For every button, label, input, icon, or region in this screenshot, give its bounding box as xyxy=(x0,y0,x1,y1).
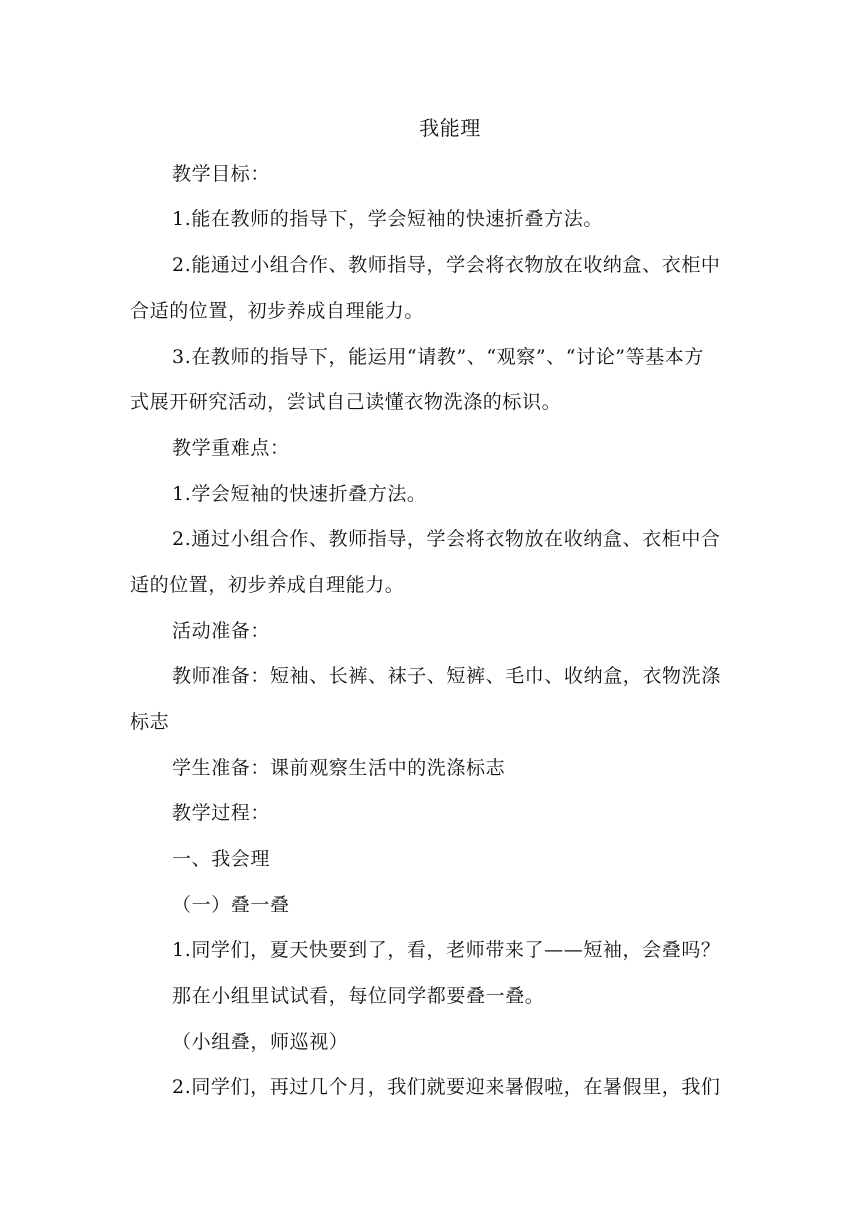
section-heading-preparation: 活动准备： xyxy=(172,620,271,642)
paragraph-line: 适的位置，初步养成自理能力。 xyxy=(130,574,405,596)
section-heading-objectives: 教学目标： xyxy=(172,163,271,185)
paragraph-line: 式展开研究活动，尝试自己读懂衣物洗涤的标识。 xyxy=(130,391,562,413)
paragraph-line: 2.能通过小组合作、教师指导，学会将衣物放在收纳盒、衣柜中 xyxy=(172,254,721,276)
paragraph-line: 那在小组里试试看，每位同学都要叠一叠。 xyxy=(172,985,545,1007)
section-heading-process: 教学过程： xyxy=(172,802,271,824)
paragraph-line: 合适的位置，初步养成自理能力。 xyxy=(130,300,425,322)
paragraph-line: 1.学会短袖的快速折叠方法。 xyxy=(172,483,427,505)
section-heading-key-points: 教学重难点： xyxy=(172,437,290,459)
paragraph-line: 1.同学们，夏天快要到了，看，老师带来了——短袖，会叠吗？ xyxy=(172,939,721,961)
paragraph-line: 标志 xyxy=(130,711,170,733)
paragraph-line: 3.在教师的指导下，能运用“请教”、“观察”、“讨论”等基本方 xyxy=(172,346,705,368)
paragraph-line: 1.能在教师的指导下，学会短袖的快速折叠方法。 xyxy=(172,208,603,230)
document-title: 我能理 xyxy=(419,116,481,140)
paragraph-line: 学生准备：课前观察生活中的洗涤标志 xyxy=(172,757,506,779)
paragraph-line: 2.通过小组合作、教师指导，学会将衣物放在收纳盒、衣柜中合 xyxy=(172,528,721,550)
paragraph-line: 教师准备：短袖、长裤、袜子、短裤、毛巾、收纳盒，衣物洗涤 xyxy=(172,665,721,687)
paragraph-line: （小组叠，师巡视） xyxy=(172,1031,349,1053)
paragraph-line: 2.同学们，再过几个月，我们就要迎来暑假啦，在暑假里，我们 xyxy=(172,1076,721,1098)
subsection-heading: （一）叠一叠 xyxy=(172,894,290,916)
subsection-heading: 一、我会理 xyxy=(172,848,271,870)
